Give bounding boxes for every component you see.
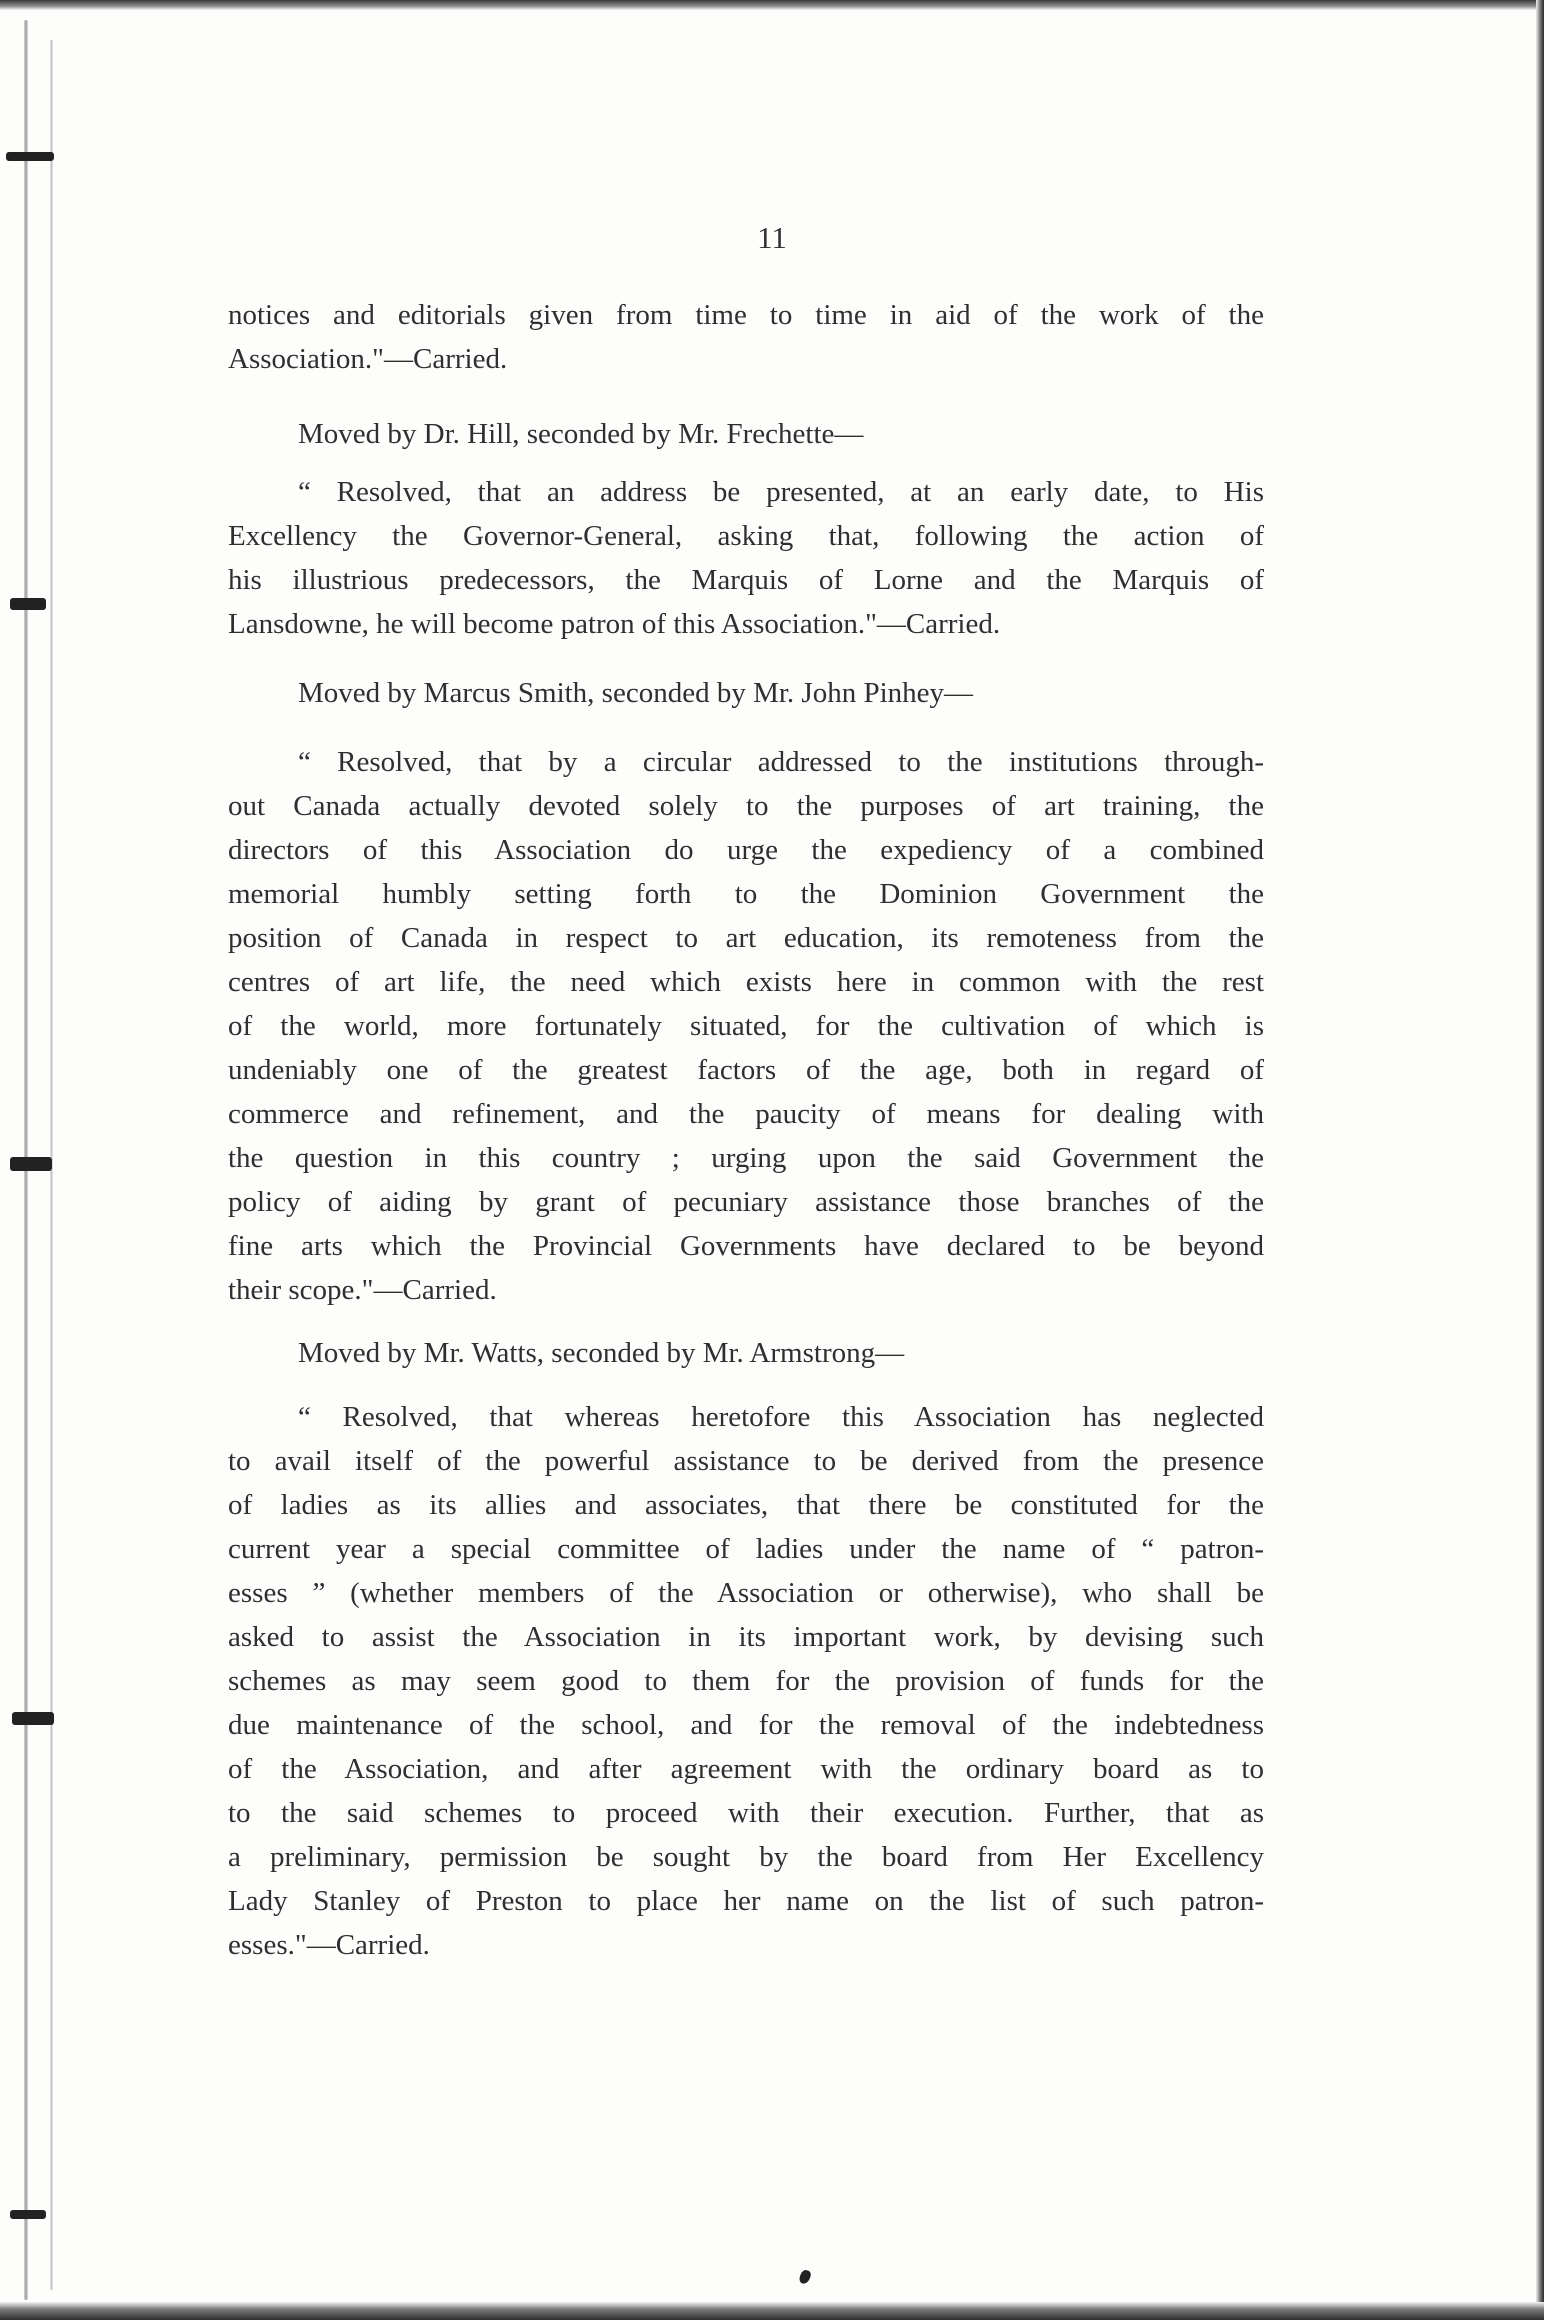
text-line: of ladies as its allies and associates, that there be constituted for the <box>228 1489 1264 1521</box>
text-line: centres of art life, the need which exists here in common with the rest <box>228 966 1264 998</box>
text-line: “ Resolved, that an address be presented, at an early date, to His <box>298 476 1264 508</box>
text-line: Lansdowne, he will become patron of this Association."—Carried. <box>228 608 1001 640</box>
paragraph-continuation <box>228 293 1264 381</box>
motion-heading <box>228 412 1264 456</box>
resolution-paragraph <box>228 740 1264 1312</box>
resolution-paragraph <box>228 470 1264 646</box>
binding-stitch <box>10 598 46 610</box>
text-line: commerce and refinement, and the paucity of means for dealing with <box>228 1098 1264 1130</box>
binding-stitch <box>10 1157 52 1171</box>
motion-heading <box>228 1331 1264 1375</box>
text-line: a preliminary, permission be sought by the board from Her Excellency <box>228 1841 1264 1873</box>
scan-edge-bottom <box>0 2302 1544 2320</box>
text-line: asked to assist the Association in its important work, by devising such <box>228 1621 1264 1653</box>
text-line: Lady Stanley of Preston to place her name on the list of such patron- <box>228 1885 1264 1917</box>
text-line: to the said schemes to proceed with their execution. Further, that as <box>228 1797 1264 1829</box>
text-line: “ Resolved, that by a circular addressed to the institutions through- <box>298 746 1264 778</box>
text-line: to avail itself of the powerful assistance to be derived from the presence <box>228 1445 1264 1477</box>
text-line: current year a special committee of ladies under the name of “ patron- <box>228 1533 1264 1565</box>
text-line: directors of this Association do urge the expediency of a combined <box>228 834 1264 866</box>
text-line: Moved by Mr. Watts, seconded by Mr. Armstrong— <box>298 1337 905 1369</box>
scan-edge-right <box>1536 0 1544 2320</box>
text-line: due maintenance of the school, and for the removal of the indebtedness <box>228 1709 1264 1741</box>
text-line: of the Association, and after agreement with the ordinary board as to <box>228 1753 1264 1785</box>
binding-stitch <box>10 2210 46 2219</box>
resolution-paragraph <box>228 1395 1264 1967</box>
text-line: Association."—Carried. <box>228 343 508 375</box>
text-line: his illustrious predecessors, the Marquis of Lorne and the Marquis of <box>228 564 1264 596</box>
text-line: undeniably one of the greatest factors of the age, both in regard of <box>228 1054 1264 1086</box>
text-line: “ Resolved, that whereas heretofore this Association has neglected <box>298 1401 1264 1433</box>
scan-edge-top <box>0 0 1544 10</box>
text-line: Moved by Dr. Hill, seconded by Mr. Frechette— <box>298 418 864 450</box>
text-line: their scope."—Carried. <box>228 1274 497 1306</box>
text-line: memorial humbly setting forth to the Dominion Government the <box>228 878 1264 910</box>
binding-stitch <box>6 152 54 161</box>
page-number: 11 <box>757 220 787 255</box>
text-line: schemes as may seem good to them for the provision of funds for the <box>228 1665 1264 1697</box>
text-line: of the world, more fortunately situated, for the cultivation of which is <box>228 1010 1264 1042</box>
text-line: Excellency the Governor-General, asking that, following the action of <box>228 520 1264 552</box>
ink-speck <box>798 2269 812 2286</box>
text-line: policy of aiding by grant of pecuniary assistance those branches of the <box>228 1186 1264 1218</box>
text-line: position of Canada in respect to art education, its remoteness from the <box>228 922 1264 954</box>
text-line: the question in this country ; urging upon the said Government the <box>228 1142 1264 1174</box>
text-line: esses."—Carried. <box>228 1929 430 1961</box>
text-line: Moved by Marcus Smith, seconded by Mr. John Pinhey— <box>298 677 974 709</box>
binding-stitch <box>12 1712 54 1725</box>
text-line: out Canada actually devoted solely to the purposes of art training, the <box>228 790 1264 822</box>
text-line: notices and editorials given from time to time in aid of the work of the <box>228 299 1264 331</box>
motion-heading <box>228 671 1264 715</box>
text-line: esses ” (whether members of the Association or otherwise), who shall be <box>228 1577 1264 1609</box>
text-line: fine arts which the Provincial Governments have declared to be beyond <box>228 1230 1264 1262</box>
